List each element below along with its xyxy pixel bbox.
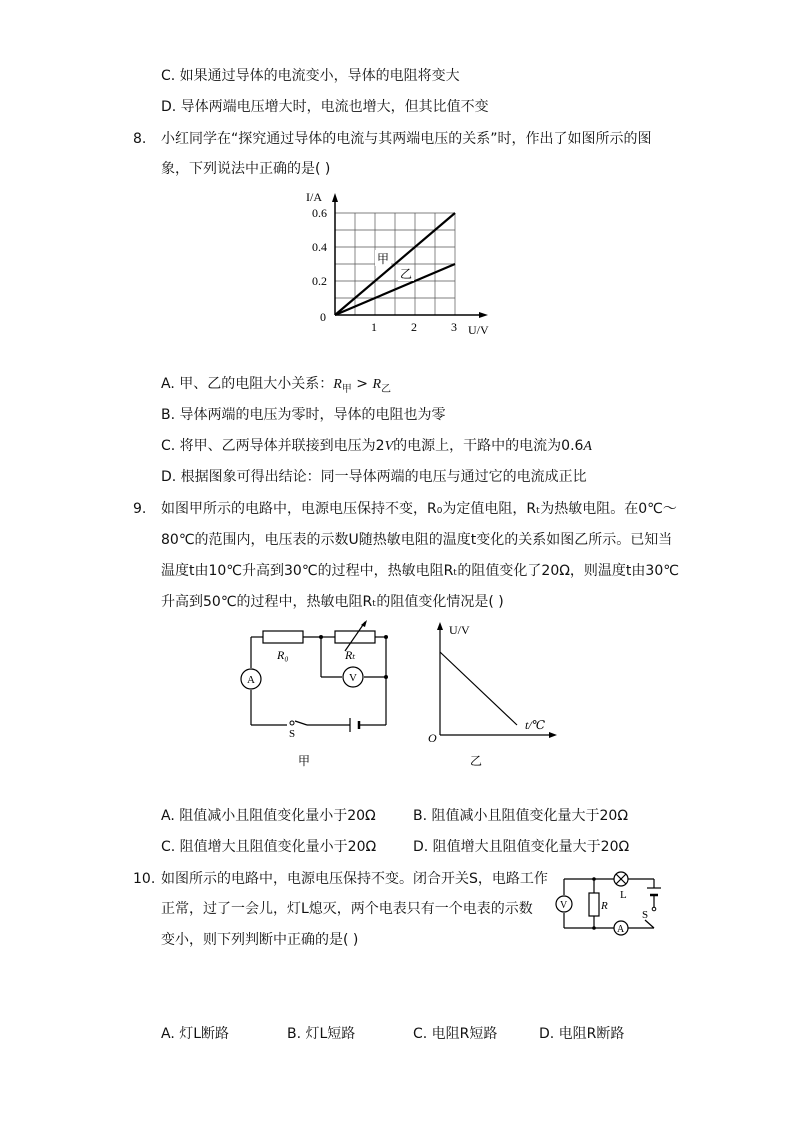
x-tick-label: 3 [451,320,457,334]
y-axis-arrow [437,622,443,630]
q9-stem-line1: 如图甲所示的电路中，电源电压保持不变，R₀为定值电阻，Rₜ为热敏电阻。在0℃～ [161,501,677,517]
y-tick-label: 0.2 [312,274,327,288]
q10-stem-line2: 正常，过了一会儿，灯L熄灭，两个电表只有一个电表的示数 [161,901,533,917]
series-label-jia: 甲 [377,252,390,266]
q9-option-a: A. 阻值减小且阻值变化量小于20Ω [161,808,376,824]
series-line [440,652,517,725]
q9-graph-yi [425,620,565,780]
y-axis-label: I/A [306,190,322,204]
ammeter-label: A [247,674,255,686]
ammeter-label: A [617,924,625,935]
r0-label: R₀ [277,648,289,662]
q8-option-b: B. 导体两端的电压为零时，导体的电阻也为零 [161,407,446,423]
q9-stem-line3: 温度t由10℃升高到30℃的过程中，热敏电阻Rₜ的阻值变化了20Ω，则温度t由30℃ [161,563,679,579]
switch-label: S [642,909,649,921]
q8-option-a-text: A. 甲、乙的电阻大小关系： [161,376,334,392]
q8-number: 8. [133,131,147,147]
x-axis-arrow [479,312,488,318]
q8-option-c: C. 将甲、乙两导体并联接到电压为2V的电源上，干路中的电流为0.6A [161,438,592,454]
resistor-r [589,893,599,916]
resistor-r0 [263,631,303,643]
origin-label: 0 [320,310,326,324]
series-label-yi: 乙 [400,267,413,281]
q10-option-b: B. 灯L短路 [287,1026,356,1042]
q10-option-a: A. 灯L断路 [161,1026,230,1042]
q10-stem-line1: 如图所示的电路中，电源电压保持不变。闭合开关S，电路工作 [161,871,548,887]
q7-option-d: D. 导体两端电压增大时，电流也增大，但其比值不变 [161,99,489,115]
q9-stem-line4: 升高到50℃的过程中，热敏电阻Rₜ的阻值变化情况是( ) [161,594,504,610]
graph-caption: 乙 [470,754,483,768]
q9-option-c: C. 阻值增大且阻值变化量小于20Ω [161,839,377,855]
voltmeter-label: V [349,672,357,684]
q10-option-c: C. 电阻R短路 [413,1026,498,1042]
x-axis-arrow [549,732,557,738]
x-tick-label: 2 [411,320,417,334]
q8-stem-line2: 象，下列说法中正确的是( ) [161,161,331,177]
x-axis-label: U/V [468,323,489,337]
resistor-label: R [601,900,608,912]
origin-label: O [428,731,437,745]
rt-label: Rₜ [345,648,356,662]
q8-option-d: D. 根据图象可得出结论：同一导体两端的电压与通过它的电流成正比 [161,469,587,485]
q9-stem-line2: 80℃的范围内，电压表的示数U随热敏电阻的温度t变化的关系如图乙所示。已知当 [161,532,673,548]
q9-option-d: D. 阻值增大且阻值变化量大于20Ω [413,839,630,855]
q8-graph [300,188,500,338]
voltmeter-label: V [560,900,568,911]
x-tick-label: 1 [371,320,377,334]
q9-number: 9. [133,501,147,517]
switch-label: S [289,728,296,740]
x-axis-label: t/℃ [525,718,546,732]
q8-option-a: A. 甲、乙的电阻大小关系：$R_甲 > R_乙$ [161,376,391,395]
q7-option-c: C. 如果通过导体的电流变小，导体的电阻将变大 [161,68,460,84]
y-axis-label: U/V [449,623,470,637]
y-tick-label: 0.6 [312,206,327,220]
y-axis-arrow [332,193,338,202]
lamp-label: L [620,889,627,901]
q10-circuit [524,868,664,940]
y-tick-label: 0.4 [312,240,327,254]
q10-stem-line3: 变小，则下列判断中正确的是( ) [161,932,359,948]
circuit-caption: 甲 [298,754,311,768]
q10-option-d: D. 电阻R断路 [539,1026,625,1042]
q9-circuit-jia [235,620,405,780]
lamp-icon [614,872,628,886]
q8-stem-line1: 小红同学在“探究通过导体的电流与其两端电压的关系”时，作出了如图所示的图 [161,131,652,147]
q10-number: 10. [133,871,156,887]
q9-option-b: B. 阻值减小且阻值变化量大于20Ω [413,808,629,824]
